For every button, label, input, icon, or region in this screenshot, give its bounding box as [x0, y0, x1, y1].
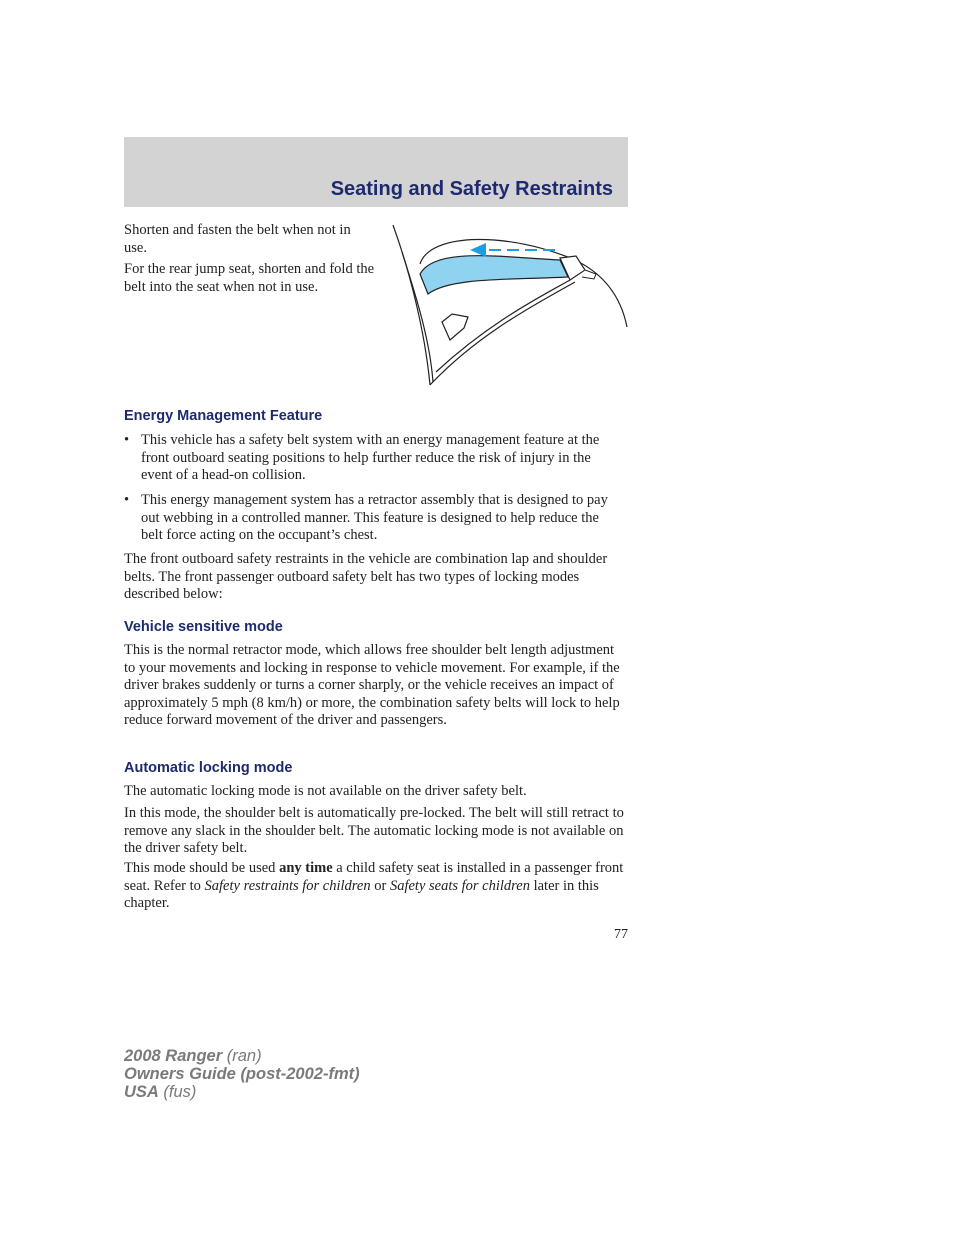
auto-mode-p3-text-a: This mode should be used — [124, 860, 280, 876]
document-footer — [124, 1047, 360, 1101]
section-header-band — [124, 137, 628, 207]
page-number: 77 — [614, 927, 628, 942]
auto-mode-paragraph-1: The automatic locking mode is not available on the driver safety belt. — [124, 783, 527, 799]
footer-line-1 — [124, 1047, 360, 1065]
arrow-left-icon — [470, 243, 486, 257]
bullet-dot-icon: • — [124, 432, 130, 448]
auto-mode-paragraph-3 — [124, 860, 624, 913]
auto-mode-paragraph-2: In this mode, the shoulder belt is automatically pre-locked. The belt will still retract to remove any slack in the shoulder belt. The automatic locking mode is not available on the driver safety belt. — [124, 805, 624, 856]
footer-line-3 — [124, 1083, 360, 1101]
belt-buckle — [442, 314, 468, 340]
auto-mode-p3-text-c: or — [370, 877, 390, 894]
energy-management-heading: Energy Management Feature — [124, 408, 323, 424]
bullet-dot-icon: • — [124, 492, 130, 508]
seat-edge-line — [393, 225, 430, 385]
intro-paragraph-2: For the rear jump seat, shorten and fold the belt into the seat when not in use. — [124, 261, 375, 295]
section-title: Seating and Safety Restraints — [330, 178, 613, 200]
auto-mode-p3-emphasis: any time — [279, 860, 333, 876]
auto-mode-p3-text-d: later in this chapter. — [124, 877, 599, 911]
energy-bullet-1 — [124, 432, 624, 486]
footer-model: 2008 Ranger — [124, 1047, 223, 1065]
ref-safety-seats-children: Safety seats for children — [389, 877, 530, 894]
footer-line-2: Owners Guide (post-2002-fmt) — [124, 1065, 360, 1083]
footer-market: USA — [124, 1083, 159, 1101]
seat-belt-illustration — [390, 222, 630, 387]
energy-paragraph: The front outboard safety restraints in the vehicle are combination lap and shoulder belts. The front passenger outboard safety belt has two types of locking modes described below: — [124, 551, 608, 602]
ref-safety-restraints-children: Safety restraints for children — [204, 877, 371, 894]
auto-mode-p3-text-b: a child safety seat is installed in a passenger front seat. Refer to — [124, 860, 624, 894]
vehicle-mode-heading: Vehicle sensitive mode — [124, 619, 283, 635]
footer-model-code: (ran) — [222, 1047, 262, 1065]
vehicle-mode-paragraph: This is the normal retractor mode, which allows free shoulder belt length adjustment to your movements and locking in response to vehicle movement. For example, if the driver brakes suddenly or turns a corner sharply, or the vehicle receives an impact of approximately 5 mph (8 km/h) or more, the combination safety belts will lock to help reduce forward movement of the driver and passengers. — [124, 642, 620, 728]
belt-webbing — [420, 256, 568, 294]
footer-market-code: (fus) — [158, 1083, 197, 1101]
energy-bullet-1-text: This vehicle has a safety belt system with an energy management feature at the front outboard seating positions to help further reduce the risk of injury in the event of a head-on collision. — [141, 432, 600, 483]
energy-bullet-2-text: This energy management system has a retractor assembly that is designed to pay out webbing in a controlled manner. This feature is designed to help reduce the belt force acting on the occupant’s chest. — [141, 492, 608, 543]
intro-paragraph-1: Shorten and fasten the belt when not in use. — [124, 222, 351, 256]
energy-bullet-2 — [124, 492, 624, 546]
auto-mode-heading: Automatic locking mode — [124, 760, 293, 776]
